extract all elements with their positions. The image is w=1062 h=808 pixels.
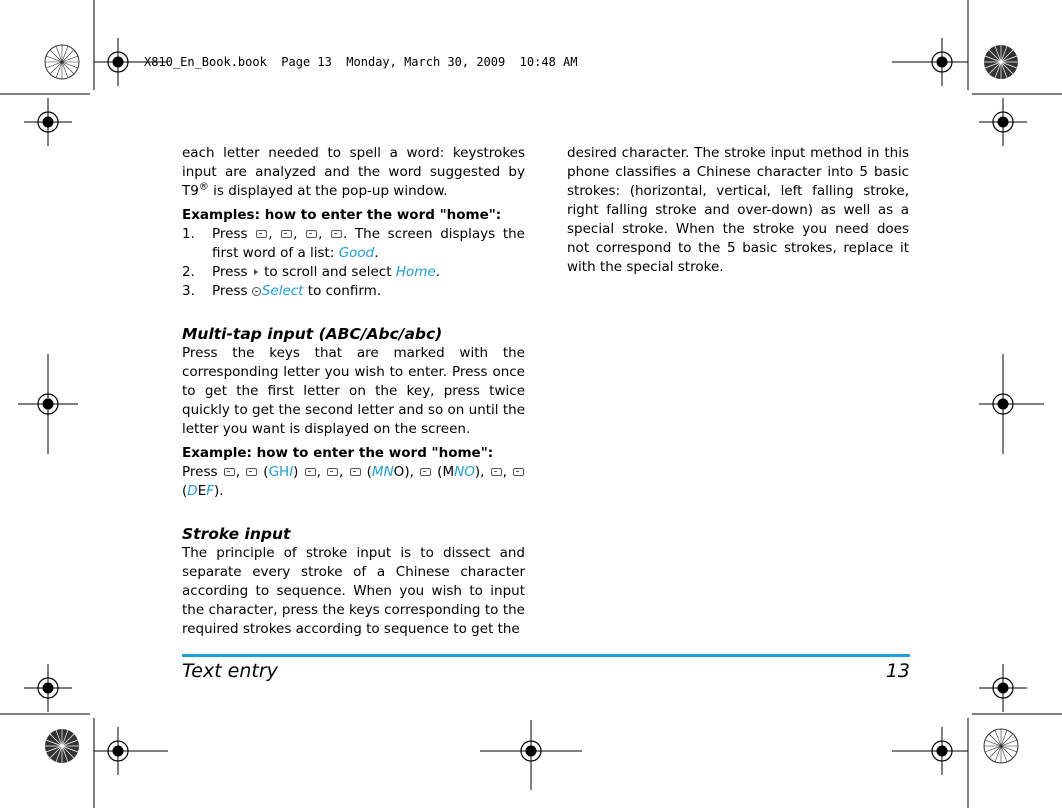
page-number: 13 bbox=[885, 660, 910, 682]
key-3-icon bbox=[331, 230, 342, 238]
stroke-paragraph-continued: desired character. The stroke input method in this phone classifies a Chinese character into 5 basic strokes: (horizontal, vertical, left falling stroke, right falling stroke and over-down) as well as a special stroke. When the stroke you need does not correspond to the 5 basic strokes, replace it with the special stroke. bbox=[567, 145, 909, 275]
starburst-mark bbox=[984, 729, 1018, 763]
right-column bbox=[567, 144, 909, 277]
footer-rule bbox=[182, 654, 910, 657]
step-item: 3. Press Select to confirm. bbox=[182, 283, 382, 299]
nav-right-icon bbox=[254, 269, 258, 275]
key-3-icon bbox=[513, 468, 524, 476]
starburst-mark bbox=[45, 729, 79, 763]
softkey-icon bbox=[252, 287, 261, 296]
selected-word: Home bbox=[395, 264, 436, 280]
starburst-mark bbox=[45, 45, 79, 79]
stroke-paragraph: The principle of stroke input is to dissect and separate every stroke of a Chinese character according to sequence. When you wish to input the character, press the keys corresponding to the required strokes according to sequence to get the bbox=[182, 545, 525, 637]
key-6-icon bbox=[350, 468, 361, 476]
example-title: Example: how to enter the word "home": bbox=[182, 445, 494, 461]
step-item: 2. Press to scroll and select Home. bbox=[182, 264, 440, 280]
print-header: X810_En_Book.book Page 13 Monday, March 30, 2009 10:48 AM bbox=[144, 55, 578, 69]
key-6-icon bbox=[306, 230, 317, 238]
softkey-label: Select bbox=[261, 283, 304, 299]
left-column bbox=[182, 144, 525, 639]
step-item: 1. Press , , , . The screen displays the first word of a list: Good. bbox=[182, 226, 525, 261]
key-4-icon bbox=[246, 468, 257, 476]
key-6-icon bbox=[420, 468, 431, 476]
steps-list bbox=[182, 225, 525, 301]
starburst-mark bbox=[984, 45, 1018, 79]
suggested-word: Good bbox=[338, 245, 375, 261]
section-title-multitap: Multi-tap input (ABC/Abc/abc) bbox=[182, 325, 443, 343]
key-3-icon bbox=[491, 468, 502, 476]
multitap-paragraph: Press the keys that are marked with the corresponding letter you wish to enter. Press once to get the first letter on the key, press twice quickly to get the second letter and so on until the letter you want is displayed on the screen. bbox=[182, 345, 525, 437]
key-4-icon bbox=[256, 230, 267, 238]
key-4-icon bbox=[224, 468, 235, 476]
footer-section-name: Text entry bbox=[182, 660, 278, 682]
multitap-example: Press , (GHI) , , (MNO), (MNO), , (DEF). bbox=[182, 463, 525, 501]
key-6-icon bbox=[281, 230, 292, 238]
example-title: Examples: how to enter the word "home": bbox=[182, 207, 502, 223]
section-title-stroke: Stroke input bbox=[182, 525, 291, 543]
key-6-icon bbox=[327, 468, 338, 476]
intro-paragraph: each letter needed to spell a word: keystrokes input are analyzed and the word suggested by T9® is displayed at the pop-up window. bbox=[182, 145, 525, 199]
key-6-icon bbox=[305, 468, 316, 476]
